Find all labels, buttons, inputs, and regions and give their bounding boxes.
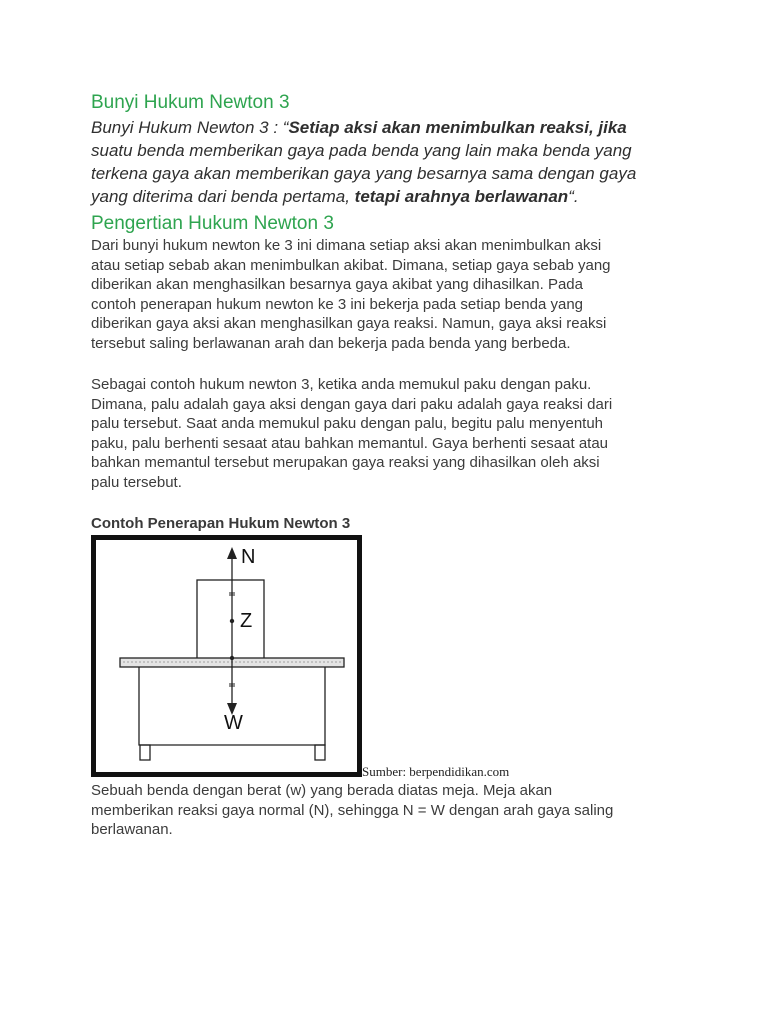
quote-prefix: Bunyi Hukum Newton 3 : “ xyxy=(91,118,289,137)
paragraph-line: tersebut saling berlawanan arah dan bekerja pada benda yang berbeda. xyxy=(91,334,571,352)
paragraph-contoh-palu-paku xyxy=(91,375,671,492)
paragraph-line: palu tersebut. Saat anda memukul paku dengan palu, begitu palu menyentuh xyxy=(91,415,604,432)
label-z: Z xyxy=(240,610,253,632)
quote-line-last: yang diterima dari benda pertama, xyxy=(91,187,355,206)
center-of-mass-point xyxy=(230,619,234,623)
label-n: N xyxy=(241,546,256,568)
paragraph-line: Dari bunyi hukum newton ke 3 ini dimana setiap aksi akan menimbulkan aksi xyxy=(91,237,602,254)
contact-point xyxy=(230,656,234,660)
paragraph-line: paku, palu berhenti sesaat atau bahkan memantul. Gaya berhenti sesaat atau xyxy=(91,434,609,452)
paragraph-line: memberikan reaksi gaya normal (N), sehingga N = W dengan arah gaya saling xyxy=(91,801,614,819)
quote-line: terkena gaya akan memberikan gaya yang besarnya sama dengan gaya xyxy=(91,164,637,183)
paragraph-line: berlawanan. xyxy=(91,821,173,838)
figure-frame xyxy=(94,538,360,775)
paragraph-line: palu tersebut. xyxy=(91,473,182,491)
paragraph-caption xyxy=(91,781,671,840)
paragraph-line: bahkan memantul tersebut merupakan gaya reaksi yang dihasilkan oleh aksi xyxy=(91,454,600,471)
quote-bold-text-2: tetapi arahnya berlawanan xyxy=(354,187,569,206)
paragraph-pengertian xyxy=(91,236,671,353)
image-source: Sumber: berpendidikan.com xyxy=(362,764,510,779)
heading-pengertian-hukum-newton-3: Pengertian Hukum Newton 3 xyxy=(91,213,334,234)
paragraph-line: Sebagai contoh hukum newton 3, ketika anda memukul paku dengan paku. xyxy=(91,376,592,393)
quote-bold-text-1: Setiap aksi akan menimbulkan reaksi, jika xyxy=(288,118,627,137)
quote-line: suatu benda memberikan gaya pada benda yang lain maka benda yang xyxy=(91,141,632,160)
heading-bunyi-hukum-newton-3: Bunyi Hukum Newton 3 xyxy=(91,92,290,113)
paragraph-line: atau setiap sebab akan menimbulkan akibat. Dimana, setiap gaya sebab yang xyxy=(91,256,611,274)
quote-end: “. xyxy=(568,187,579,206)
heading-contoh-penerapan: Contoh Penerapan Hukum Newton 3 xyxy=(91,515,351,532)
label-w: W xyxy=(224,712,243,734)
newton-3-table-diagram xyxy=(91,535,362,777)
paragraph-line: diberikan akan menghasilkan besarnya gaya akibat yang dihasilkan. Pada xyxy=(91,276,583,293)
paragraph-line: Dimana, palu adalah gaya aksi dengan gaya dari paku adalah gaya reaksi dari xyxy=(91,395,613,413)
paragraph-line: diberikan gaya aksi akan menghasilkan gaya reaksi. Namun, gaya aksi reaksi xyxy=(91,315,607,332)
paragraph-line: contoh penerapan hukum newton ke 3 ini bekerja pada setiap benda yang xyxy=(91,295,584,313)
paragraph-line: Sebuah benda dengan berat (w) yang berada diatas meja. Meja akan xyxy=(91,782,553,799)
newton-3-quote xyxy=(91,116,691,208)
